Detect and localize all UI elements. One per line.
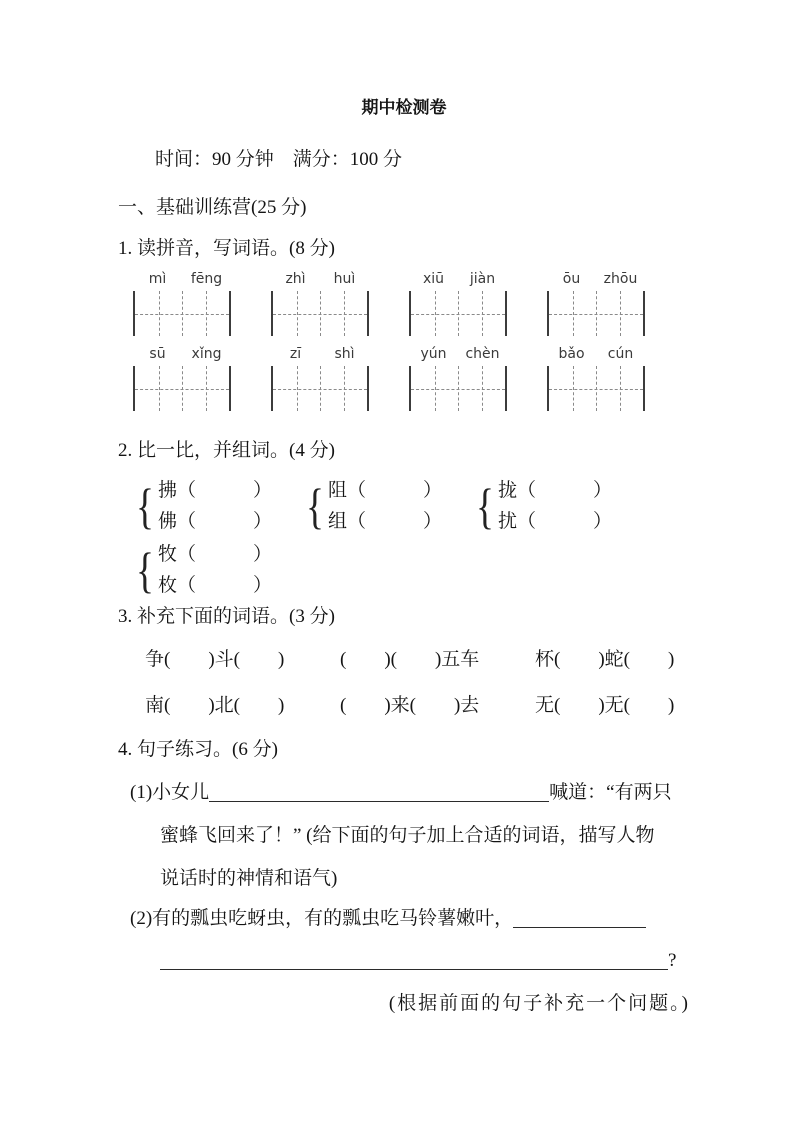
pinyin-syllable: mì <box>148 271 167 287</box>
pinyin-word <box>271 346 369 411</box>
writing-grid <box>547 366 645 411</box>
brace-glyph: { <box>476 478 494 534</box>
writing-grid <box>271 291 369 336</box>
compare-pair-row-2 <box>133 539 690 601</box>
answer-blank <box>513 909 646 928</box>
compare-pair-row-1 <box>133 475 690 537</box>
pinyin-label <box>547 271 645 288</box>
idiom-row-2 <box>145 693 690 719</box>
pinyin-syllable: chèn <box>465 346 500 362</box>
pinyin-word <box>133 346 231 411</box>
idiom-blank: 无( )无( ) <box>535 695 675 716</box>
pinyin-word <box>409 271 507 336</box>
writing-grid <box>133 366 231 411</box>
writing-grid <box>409 291 507 336</box>
pinyin-syllable: cún <box>607 346 634 362</box>
writing-grid <box>271 366 369 411</box>
pinyin-syllable: fēng <box>190 271 223 287</box>
pinyin-syllable: zī <box>289 346 302 362</box>
q4-item2-line1 <box>130 906 690 932</box>
idiom-row-1 <box>145 647 690 673</box>
pinyin-label <box>547 346 645 363</box>
pair-line: 枚（ ） <box>158 575 273 596</box>
pinyin-label <box>409 346 507 363</box>
pair-line: 阻（ ） <box>328 480 443 501</box>
pinyin-row-1 <box>133 271 690 336</box>
pair-line: 组（ ） <box>328 511 443 532</box>
brace-glyph: { <box>136 542 154 598</box>
pinyin-word <box>271 271 369 336</box>
q4-item1-line3: 说话时的神情和语气) <box>160 868 338 889</box>
idiom-blank: 南( )北( ) <box>145 695 285 716</box>
idiom-blank: 争( )斗( ) <box>145 649 285 670</box>
q1-label: 1. 读拼音，写词语。(8 分) <box>118 238 335 259</box>
q4-item2-line2 <box>160 948 690 974</box>
sentence-text: 喊道：“有两只 <box>549 782 672 803</box>
q4-item1-line1 <box>130 780 690 806</box>
pinyin-label <box>271 271 369 288</box>
compare-pair <box>303 475 473 537</box>
pinyin-syllable: shì <box>334 346 355 362</box>
idiom-blank: ( )来( )去 <box>340 695 480 716</box>
pinyin-label <box>133 346 231 363</box>
page-title: 期中检测卷 <box>361 98 447 117</box>
writing-grid <box>409 366 507 411</box>
brace-glyph: { <box>306 478 324 534</box>
pinyin-word <box>133 271 231 336</box>
pinyin-word <box>409 346 507 411</box>
pinyin-label <box>133 271 231 288</box>
sentence-text: (2)有的瓢虫吃蚜虫，有的瓢虫吃马铃薯嫩叶， <box>130 908 514 929</box>
question-mark: ? <box>668 950 677 971</box>
pinyin-syllable: bǎo <box>558 346 585 362</box>
pinyin-syllable: yún <box>420 346 447 362</box>
pair-line: 扰（ ） <box>498 511 613 532</box>
pinyin-syllable: ōu <box>562 271 581 287</box>
pinyin-label <box>271 346 369 363</box>
exam-meta: 时间：90 分钟 满分：100 分 <box>155 149 403 170</box>
writing-grid <box>133 291 231 336</box>
pinyin-row-2 <box>133 346 690 411</box>
pinyin-syllable: zhōu <box>603 271 638 287</box>
pair-line: 拢（ ） <box>498 480 613 501</box>
pinyin-syllable: jiàn <box>469 271 496 287</box>
answer-blank <box>160 951 668 970</box>
compare-pair <box>473 475 690 537</box>
q4-label: 4. 句子练习。(6 分) <box>118 739 278 760</box>
pinyin-word <box>547 271 645 336</box>
pinyin-label <box>409 271 507 288</box>
section1-heading: 一、基础训练营(25 分) <box>118 197 307 218</box>
idiom-blank: 杯( )蛇( ) <box>535 649 675 670</box>
pinyin-syllable: huì <box>333 271 356 287</box>
pinyin-syllable: zhì <box>285 271 306 287</box>
pair-line: 牧（ ） <box>158 544 273 565</box>
brace-glyph: { <box>136 478 154 534</box>
sentence-text: (1)小女儿 <box>130 782 210 803</box>
pair-line: 佛（ ） <box>158 511 273 532</box>
answer-blank <box>209 783 549 802</box>
writing-grid <box>547 291 645 336</box>
compare-pair <box>133 475 303 537</box>
pinyin-syllable: sū <box>149 346 166 362</box>
idiom-blank: ( )( )五车 <box>340 649 480 670</box>
q3-label: 3. 补充下面的词语。(3 分) <box>118 606 335 627</box>
compare-pair <box>133 539 303 601</box>
pinyin-syllable: xiū <box>422 271 445 287</box>
q4-item1-line2: 蜜蜂飞回来了！” (给下面的句子加上合适的词语，描写人物 <box>160 825 655 846</box>
pinyin-syllable: xǐng <box>191 346 222 362</box>
pair-line: 拂（ ） <box>158 480 273 501</box>
q4-item2-note: (根据前面的句子补充一个问题。) <box>388 993 690 1014</box>
q2-label: 2. 比一比，并组词。(4 分) <box>118 440 335 461</box>
pinyin-word <box>547 346 645 411</box>
